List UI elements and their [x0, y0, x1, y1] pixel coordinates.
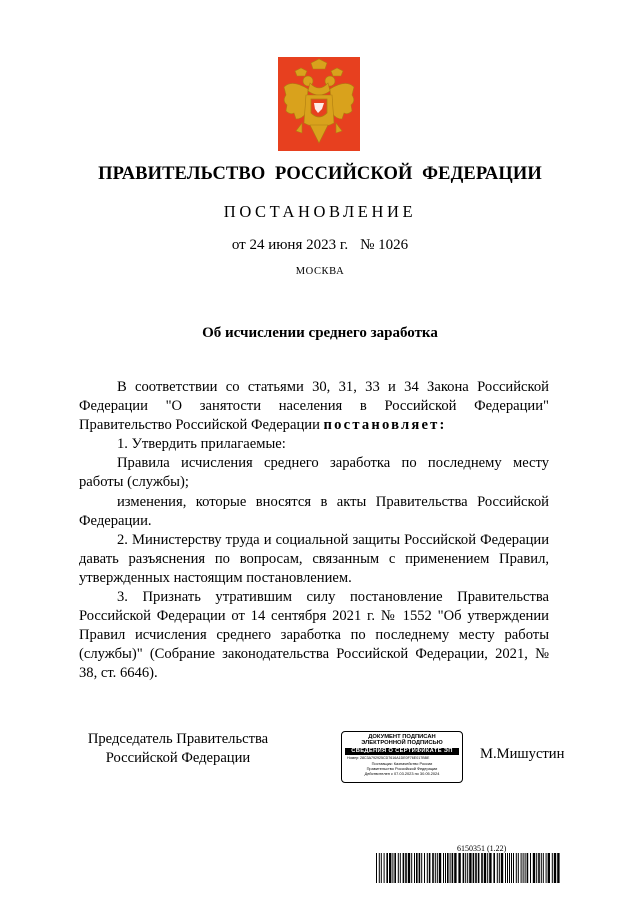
paragraph-item-1: 1. Утвердить прилагаемые:	[117, 436, 286, 453]
barcode-label: 6150351 (1.22)	[457, 844, 507, 853]
electronic-signature-stamp	[341, 731, 463, 783]
stamp-line-2: ЭЛЕКТРОННОЙ ПОДПИСЬЮ	[361, 740, 443, 747]
document-type: ПОСТАНОВЛЕНИЕ	[223, 202, 417, 221]
stamp-holder: Правительство Российской Федерации	[366, 765, 438, 771]
organization-heading: ПРАВИТЕЛЬСТВО РОССИЙСКОЙ ФЕДЕРАЦИИ	[98, 164, 542, 184]
paragraph-preamble	[79, 378, 549, 435]
decree-verb: постановляет:	[323, 417, 447, 434]
signatory-name: М.Мишустин	[480, 746, 565, 762]
barcode-image	[376, 853, 562, 883]
paragraph-rules: Правила исчисления среднего заработка по последнему месту работы (службы);	[79, 455, 549, 491]
stamp-line-1: ДОКУМЕНТ ПОДПИСАН	[368, 734, 436, 740]
paragraph-item-3: 3. Признать утратившим силу постановление Правительства Российской Федерации от 14 сентября 2021 г. № 1552 "Об утверждении Правил исчисления среднего заработка по последнему месту работы (службы)" (Собрание законодательства Российской Федерации, 2021, № 38, ст. 6646).	[79, 589, 549, 682]
stamp-cert-number: Номер: 28C3A792925CD7616A1DE0F76E017BBE	[347, 755, 430, 760]
document-date: от 24 июня 2023 г.	[231, 237, 349, 253]
stamp-issuer: Поставщик: Казначейство России	[371, 760, 433, 766]
document-number: № 1026	[360, 237, 409, 253]
document-body	[79, 378, 549, 684]
document-title: Об исчислении среднего заработка	[202, 325, 438, 341]
stamp-banner: СВЕДЕНИЯ О СЕРТИФИКАТЕ ЭП	[345, 748, 459, 755]
preamble-text: В соответствии со статьями 30, 31, 33 и 34 Закона Российской Федерации "О занятости населения в Российской Федерации" Правительство Российской Федерации	[79, 379, 549, 434]
coat-of-arms-emblem	[278, 57, 360, 151]
paragraph-item-2: 2. Министерству труда и социальной защиты Российской Федерации давать разъяснения по вопросам, связанным с применением Правил, утвержденных настоящим постановлением.	[79, 531, 549, 586]
city-name: МОСКВА	[295, 266, 345, 277]
position-line-2: Российской Федерации	[105, 750, 251, 766]
paragraph-amendments: изменения, которые вносятся в акты Правительства Российской Федерации.	[79, 493, 549, 529]
stamp-validity: Действителен с 07.03.2023 по 30.05.2024	[364, 770, 440, 776]
signatory-position	[78, 730, 278, 768]
date-line	[0, 237, 640, 254]
position-line-1: Председатель Правительства	[87, 731, 269, 747]
